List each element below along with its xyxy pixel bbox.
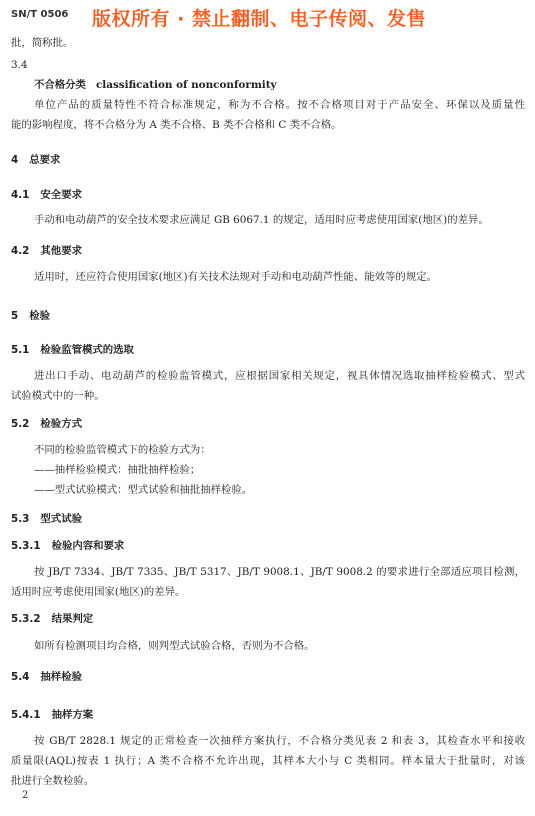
- section-number: 5.1: [11, 344, 30, 356]
- section-title: 抽样方案: [51, 709, 94, 721]
- section-title: 检验监管模式的选取: [40, 344, 134, 356]
- section-4-2-heading: [11, 241, 525, 261]
- paragraph-line: 能的影响程度，将不合格分为 A 类不合格、B 类不合格和 C 类不合格。: [11, 119, 342, 131]
- section-number: 4.2: [11, 245, 30, 257]
- section-title: 其他要求: [40, 245, 82, 257]
- section-title: 检验方式: [40, 418, 82, 430]
- section-title: 总要求: [29, 154, 61, 166]
- section-number: 4.1: [11, 189, 30, 201]
- section-number: 5.2: [11, 418, 30, 430]
- section-title: 结果判定: [51, 613, 94, 625]
- section-number: 5.3.1: [11, 540, 41, 552]
- list-item: ——抽样检验模式：抽批抽样检验；: [34, 464, 201, 476]
- doc-code: SN/T 0506: [11, 9, 69, 20]
- section-5-2-heading: [11, 414, 525, 434]
- paragraph-line: 试验模式中的一种。: [11, 390, 105, 402]
- paragraph-line: 按 JB/T 7334、JB/T 7335、JB/T 5317、JB/T 9008.1、JB/T 9008.2 的要求进行全部适应项目检测，: [34, 566, 525, 578]
- section-number: 5.3: [11, 513, 30, 525]
- section-title: 检验: [29, 310, 51, 322]
- watermark: 版权所有 · 禁止翻制、电子传阅、发售: [92, 8, 426, 30]
- section-5-3-2-heading: [11, 609, 525, 629]
- section-title: 检验内容和要求: [51, 540, 125, 552]
- continuation-line: 批，简称批。: [11, 37, 74, 49]
- section-5-heading: [11, 306, 525, 326]
- paragraph-line: 如所有检测项目均合格，则判型式试验合格，否则为不合格。: [34, 640, 315, 652]
- section-3-4-term: [34, 75, 525, 95]
- section-title: 安全要求: [40, 189, 82, 201]
- section-5-3-1-heading: [11, 536, 525, 556]
- section-5-4-heading: [11, 667, 525, 687]
- paragraph-line: 进出口手动、电动葫芦的检验监管模式，应根据国家相关规定，视具体情况选取抽样检验模式、型式: [34, 370, 525, 382]
- paragraph-line: 单位产品的质量特性不符合标准规定，称为不合格。按不合格项目对于产品安全、环保以及质量性: [34, 99, 525, 111]
- section-5-3-heading: [11, 509, 525, 529]
- paragraph-line: 不同的检验监管模式下的检验方式为：: [34, 444, 211, 456]
- paragraph-line: 手动和电动葫芦的安全技术要求应满足 GB 6067.1 的规定，适用时应考虑使用国家(地区)的差异。: [34, 214, 489, 226]
- term-english: classification of nonconformity: [95, 79, 277, 91]
- section-number: 5.4: [11, 671, 30, 683]
- list-item: ——型式试验模式：型式试验和抽批抽样检验。: [34, 484, 253, 496]
- section-title: 型式试验: [40, 513, 82, 525]
- section-4-1-heading: [11, 185, 525, 205]
- section-4-heading: [11, 150, 525, 170]
- section-number: 5.3.2: [11, 613, 41, 625]
- paragraph-line: 适用时，还应符合使用国家(地区)有关技术法规对手动和电动葫芦性能、能效等的规定。: [34, 271, 437, 283]
- page-number: 2: [22, 790, 29, 801]
- section-5-1-heading: [11, 340, 525, 360]
- section-3-4-number: 3.4: [11, 59, 28, 71]
- paragraph-line: 质量限(AQL)按表 1 执行；A 类不合格不允许出现，其样本大小与 C 类相同。样本量大于批量时，对该: [11, 755, 525, 767]
- paragraph-line: 按 GB/T 2828.1 规定的正常检查一次抽样方案执行，不合格分类见表 2 和表 3，其检查水平和接收: [34, 735, 525, 747]
- paragraph-line: 适用时应考虑使用国家(地区)的差异。: [11, 586, 186, 598]
- section-number: 5: [11, 310, 19, 322]
- section-number: 4: [11, 154, 19, 166]
- paragraph-line: 批进行全数检验。: [11, 775, 95, 787]
- section-title: 抽样检验: [40, 671, 82, 683]
- section-5-4-1-heading: [11, 705, 525, 725]
- section-number: 5.4.1: [11, 709, 41, 721]
- term-chinese: 不合格分类: [34, 79, 86, 91]
